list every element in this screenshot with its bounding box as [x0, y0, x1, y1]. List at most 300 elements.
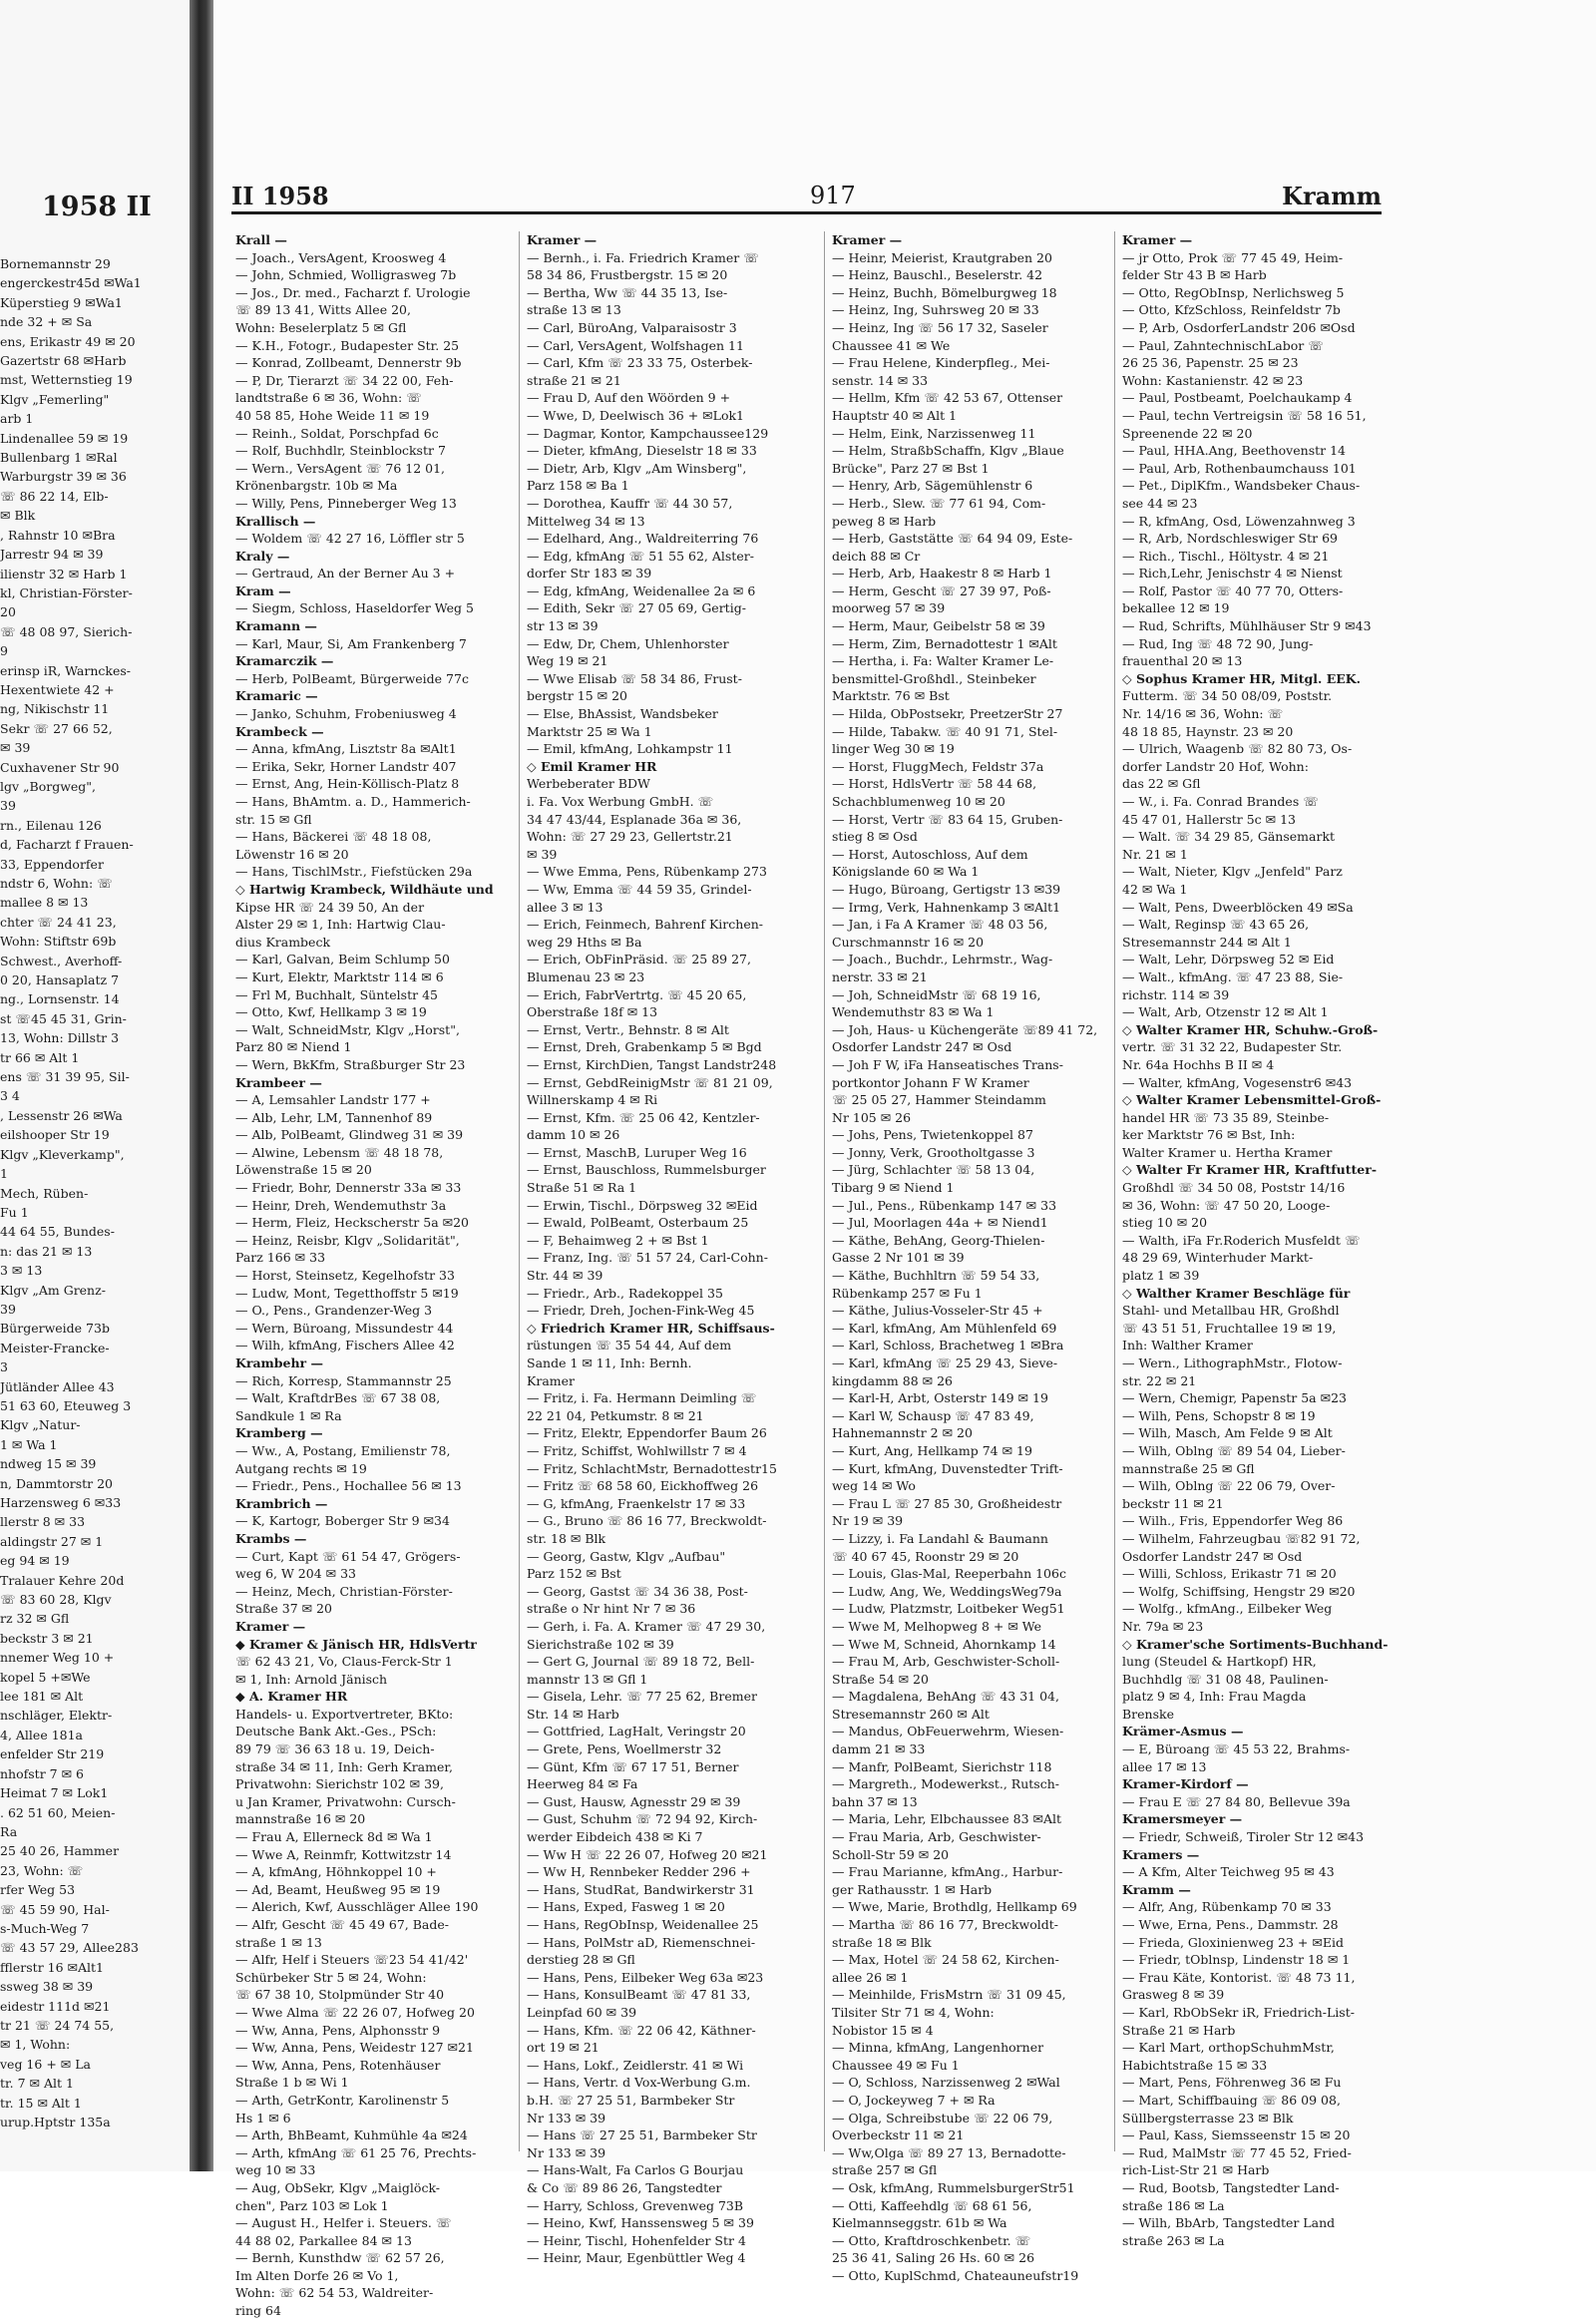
directory-entry-line: — Dorothea, Kauffr ☏ 44 30 57,: [527, 495, 733, 511]
directory-entry-line: — Hans ☏ 27 25 51, Barmbeker Str: [527, 2127, 757, 2143]
directory-entry-line: — Frau L ☏ 27 85 30, Großheidestr: [832, 1495, 1062, 1511]
directory-entry-line: — Rud, Bootsb, Tangstedter Land-: [1122, 2179, 1340, 2195]
directory-entry-line: — Georg, Gastw, Klgv „Aufbau": [527, 1548, 726, 1564]
directory-entry-line: ring 64: [235, 2303, 281, 2319]
facing-page-line: rn., Eilenau 126: [0, 817, 102, 833]
directory-entry-line: Chaussee 49 ✉ Fu 1: [832, 2057, 960, 2073]
facing-page-line: veg 16 + ✉ La: [0, 2056, 91, 2072]
directory-entry-line: — Gust, Hausw, Agnesstr 29 ✉ 39: [527, 1793, 741, 1809]
directory-entry-line: Straße 21 ✉ Harb: [1122, 2022, 1236, 2038]
directory-entry-line: — Ad, Beamt, Heußweg 95 ✉ 19: [235, 1881, 441, 1897]
directory-entry-line: ◇ Walter Kramer HR, Schuhw.-Groß-: [1122, 1021, 1379, 1037]
directory-entry-line: — Hans, Kfm. ☏ 22 06 42, Käthner-: [527, 2022, 756, 2038]
directory-entry-line: see 44 ✉ 23: [1122, 495, 1198, 511]
directory-entry-line: Heerweg 84 ✉ Fa: [527, 1776, 638, 1792]
directory-entry-line: — jr Otto, Prok ☏ 77 45 49, Heim-: [1122, 249, 1344, 265]
directory-entry-line: — Jan, i Fa A Kramer ☏ 48 03 56,: [832, 917, 1048, 933]
directory-entry-line: — Rolf, Pastor ☏ 40 77 70, Otters-: [1122, 582, 1344, 598]
directory-entry-line: — Erich, FabrVertrtg. ☏ 45 20 65,: [527, 986, 747, 1002]
directory-entry-line: Nr 19 ✉ 39: [832, 1513, 904, 1529]
directory-entry-line: — Horst, Steinsetz, Kegelhofstr 33: [235, 1268, 455, 1284]
facing-page-line: mst, Wetternstieg 19: [0, 372, 133, 388]
directory-entry-line: Krambehr —: [235, 1355, 323, 1370]
directory-entry-line: — Karl W, Schausp ☏ 47 83 49,: [832, 1407, 1034, 1423]
directory-entry-line: — Alb, PolBeamt, Glindweg 31 ✉ 39: [235, 1127, 464, 1143]
directory-entry-line: 48 18 85, Haynstr. 23 ✉ 20: [1122, 723, 1294, 739]
directory-entry-line: — Joh, Haus- u Küchengeräte ☏89 41 72,: [832, 1021, 1098, 1037]
directory-entry-line: portkontor Johann F W Kramer: [832, 1074, 1029, 1090]
facing-page-line: nhofstr 7 ✉ 6: [0, 1765, 84, 1781]
directory-entry-line: frauenthal 20 ✉ 13: [1122, 653, 1243, 669]
directory-entry-line: — Heinz, Ing, Suhrsweg 20 ✉ 33: [832, 302, 1039, 318]
directory-entry-line: Curschmannstr 16 ✉ 20: [832, 934, 985, 950]
directory-entry-line: — Carl, BüroAng, Valparaisostr 3: [527, 319, 737, 335]
facing-page-line: 1: [0, 1166, 8, 1182]
directory-entry-line: — Hans, StudRat, Bandwirkerstr 31: [527, 1881, 755, 1897]
directory-entry-line: — Otto, Kraftdroschkenbetr. ☏: [832, 2232, 1031, 2248]
directory-entry-line: — Ww,Olga ☏ 89 27 13, Bernadotte-: [832, 2144, 1066, 2160]
running-head-year: II 1958: [231, 182, 329, 210]
facing-page-line: ens, Erikastr 49 ✉ 20: [0, 333, 136, 349]
directory-entry-line: — Martha ☏ 86 16 77, Breckwoldt-: [832, 1917, 1059, 1932]
directory-entry-line: — Hans, Bäckerei ☏ 48 18 08,: [235, 829, 432, 845]
facing-page-line: tr 21 ☏ 24 74 55,: [0, 2017, 115, 2033]
directory-entry-line: — Heinz, Bauschl., Beselerstr. 42: [832, 267, 1043, 283]
directory-entry-line: — Karl-H, Arbt, Osterstr 149 ✉ 19: [832, 1390, 1048, 1406]
directory-entry-line: — Rich, Korresp, Stammannstr 25: [235, 1372, 452, 1388]
directory-entry-line: allee 3 ✉ 13: [527, 899, 603, 915]
facing-page-line: aldingstr 27 ✉ 1: [0, 1533, 104, 1549]
directory-entry-line: — Meinhilde, FrisMstrn ☏ 31 09 45,: [832, 1987, 1066, 2003]
directory-entry-line: — Ernst, Dreh, Grabenkamp 5 ✉ Bgd: [527, 1039, 762, 1055]
directory-entry-line: straße 186 ✉ La: [1122, 2197, 1225, 2213]
directory-entry-line: nerstr. 33 ✉ 21: [832, 968, 928, 984]
directory-entry-line: 34 47 43/44, Esplanade 36a ✉ 36,: [527, 811, 742, 827]
facing-page-line: ng, Nikischstr 11: [0, 701, 110, 717]
directory-entry-line: — Ww H, Rennbeker Redder 296 +: [527, 1864, 751, 1880]
facing-page-line: kopel 5 +✉We: [0, 1669, 91, 1685]
directory-entry-line: — Johs, Pens, Twietenkoppel 87: [832, 1127, 1033, 1143]
directory-entry-line: — Herb, PolBeamt, Bürgerweide 77c: [235, 670, 469, 686]
directory-entry-line: — Karl, kfmAng, Am Mühlenfeld 69: [832, 1320, 1057, 1336]
directory-entry-line: Wendemuthstr 83 ✉ Wa 1: [832, 1004, 995, 1020]
directory-entry-line: — Kurt, Ang, Hellkamp 74 ✉ 19: [832, 1442, 1032, 1458]
directory-entry-line: Wohn: Kastanienstr. 42 ✉ 23: [1122, 372, 1304, 388]
directory-entry-line: — Wilh, BbArb, Tangstedter Land: [1122, 2215, 1336, 2231]
directory-entry-line: — E, Büroang ☏ 45 53 22, Brahms-: [1122, 1741, 1351, 1757]
directory-entry-line: — Pet., DiplKfm., Wandsbeker Chaus-: [1122, 478, 1361, 494]
directory-entry-line: stieg 10 ✉ 20: [1122, 1215, 1208, 1231]
directory-entry-line: — Rud, Ing ☏ 48 72 90, Jung-: [1122, 635, 1314, 651]
directory-entry-line: Kramberg —: [235, 1425, 323, 1441]
facing-page-line: Meister-Francke-: [0, 1340, 110, 1355]
directory-entry-line: damm 10 ✉ 26: [527, 1127, 620, 1143]
directory-entry-line: Grasweg 8 ✉ 39: [1122, 1987, 1225, 2003]
directory-entry-line: Kielmannseggstr. 61b ✉ Wa: [832, 2215, 1007, 2231]
directory-entry-line: — Ewald, PolBeamt, Osterbaum 25: [527, 1215, 749, 1231]
facing-page-line: urup.Hptstr 135a: [0, 2115, 111, 2129]
directory-entry-line: — Friedr, Bohr, Dennerstr 33a ✉ 33: [235, 1180, 462, 1196]
directory-entry-line: — Grete, Pens, Woellmerstr 32: [527, 1741, 722, 1757]
directory-entry-line: landtstraße 6 ✉ 36, Wohn: ☏: [235, 390, 422, 406]
directory-entry-line: Parz 80 ✉ Niend 1: [235, 1039, 352, 1055]
directory-entry-line: — Helm, Eink, Narzissenweg 11: [832, 425, 1036, 441]
directory-entry-line: — Herm, Maur, Geibelstr 58 ✉ 39: [832, 618, 1045, 634]
column-rule: [1114, 231, 1115, 2151]
facing-page-line: arb 1: [0, 411, 34, 427]
facing-page-line: , Rahnstr 10 ✉Bra: [0, 527, 116, 543]
directory-entry-line: linger Weg 30 ✉ 19: [832, 741, 955, 757]
column-rule: [824, 231, 825, 2151]
facing-page-line: 25 40 26, Hammer: [0, 1843, 120, 1859]
directory-entry-line: — Magdalena, BehAng ☏ 43 31 04,: [832, 1689, 1059, 1705]
facing-page-line: lgv „Borgweg",: [0, 778, 97, 794]
directory-entry-line: — W., i. Fa. Conrad Brandes ☏: [1122, 794, 1319, 809]
facing-page-line: llerstr 8 ✉ 33: [0, 1514, 86, 1530]
directory-entry-line: — R, Arb, Nordschleswiger Str 69: [1122, 531, 1338, 547]
directory-entry-line: 89 79 ☏ 36 63 18 u. 19, Deich-: [235, 1741, 435, 1757]
directory-entry-line: — Irmg, Verk, Hahnenkamp 3 ✉Alt1: [832, 899, 1061, 915]
facing-page-fragment: [0, 0, 190, 2171]
facing-page-header: 1958 II: [42, 192, 152, 222]
directory-entry-line: — Frl M, Buchhalt, Süntelstr 45: [235, 986, 438, 1002]
directory-entry-line: ger Rathausstr. 1 ✉ Harb: [832, 1881, 993, 1897]
directory-entry-line: — Ernst, MaschB, Luruper Weg 16: [527, 1144, 747, 1160]
directory-entry-line: dorfer Str 183 ✉ 39: [527, 566, 652, 581]
directory-entry-line: Werbeberater BDW: [527, 776, 650, 792]
directory-column-1: [235, 231, 510, 2319]
directory-entry-line: ☏ 25 05 27, Hammer Steindamm: [832, 1092, 1046, 1108]
directory-entry-line: Löwenstraße 15 ✉ 20: [235, 1162, 372, 1178]
directory-entry-line: — Anna, kfmAng, Lisztstr 8a ✉Alt1: [235, 741, 457, 757]
directory-entry-line: — Kurt, Elektr, Marktstr 114 ✉ 6: [235, 968, 444, 984]
directory-entry-line: — Ludw, Mont, Tegetthoffstr 5 ✉19: [235, 1285, 459, 1301]
directory-entry-line: Nr. 21 ✉ 1: [1122, 846, 1188, 862]
directory-entry-line: 45 47 01, Hallerstr 5c ✉ 13: [1122, 811, 1296, 827]
directory-entry-line: — Otto, KfzSchloss, Reinfeldstr 7b: [1122, 302, 1341, 318]
directory-entry-line: allee 17 ✉ 13: [1122, 1758, 1207, 1774]
directory-entry-line: Straße 1 b ✉ Wi 1: [235, 2075, 349, 2091]
facing-page-line: Tralauer Kehre 20d: [0, 1572, 125, 1588]
directory-entry-line: — Hertha, i. Fa: Walter Kramer Le-: [832, 653, 1054, 669]
directory-entry-line: — Fritz, i. Fa. Hermann Deimling ☏: [527, 1390, 757, 1406]
directory-entry-line: Nr 133 ✉ 39: [527, 2110, 606, 2126]
directory-entry-line: — Jos., Dr. med., Facharzt f. Urologie: [235, 284, 471, 300]
directory-entry-line: — Gisela, Lehr. ☏ 77 25 62, Bremer: [527, 1689, 757, 1705]
directory-entry-line: Sande 1 ✉ 11, Inh: Bernh.: [527, 1355, 692, 1370]
directory-entry-line: — Hans, KonsulBeamt ☏ 47 81 33,: [527, 1987, 751, 2003]
directory-entry-line: — Wilh, kfmAng, Fischers Allee 42: [235, 1338, 455, 1353]
directory-entry-line: Kramarczik —: [235, 653, 334, 669]
directory-entry-line: 44 88 02, Parkallee 84 ✉ 13: [235, 2232, 412, 2248]
facing-page-line: fflerstr 16 ✉Alt1: [0, 1959, 104, 1975]
directory-entry-line: — Joach., VersAgent, Kroosweg 4: [235, 249, 447, 265]
directory-entry-line: — Hans, Pens, Eilbeker Weg 63a ✉23: [527, 1969, 764, 1985]
facing-page-line: ☏ 43 57 29, Allee283: [0, 1940, 139, 1956]
directory-entry-line: — Ulrich, Waagenb ☏ 82 80 73, Os-: [1122, 741, 1353, 757]
directory-entry-line: — Walt., kfmAng. ☏ 47 23 88, Sie-: [1122, 968, 1344, 984]
directory-entry-line: bahn 37 ✉ 13: [832, 1793, 918, 1809]
directory-entry-line: felder Str 43 B ✉ Harb: [1122, 267, 1267, 283]
directory-entry-line: — Walt, KraftdrBes ☏ 67 38 08,: [235, 1390, 441, 1406]
facing-page-line: 33, Eppendorfer: [0, 856, 104, 872]
directory-entry-line: bensmittel-Großhdl., Steinbeker: [832, 670, 1036, 686]
directory-entry-line: — Herm, Gescht ☏ 27 39 97, Poß-: [832, 582, 1051, 598]
facing-page-line: ilienstr 32 ✉ Harb 1: [0, 566, 128, 581]
directory-entry-line: ◇ Friedrich Kramer HR, Schiffsaus-: [527, 1320, 775, 1336]
directory-entry-line: ◆ Kramer & Jänisch HR, HdlsVertr: [235, 1636, 477, 1652]
facing-page-line: ndstr 6, Wohn: ☏: [0, 876, 113, 891]
directory-entry-line: dius Krambeck: [235, 934, 331, 950]
directory-entry-line: — Hans, RegObInsp, Weidenallee 25: [527, 1917, 759, 1932]
directory-entry-line: senstr. 14 ✉ 33: [832, 372, 929, 388]
facing-page-line: eidestr 111d ✉21: [0, 1998, 111, 2014]
directory-entry-line: — Gust, Schuhm ☏ 72 94 92, Kirch-: [527, 1811, 758, 1827]
directory-entry-line: — Osk, kfmAng, RummelsburgerStr51: [832, 2179, 1075, 2195]
directory-entry-line: — Rud, Schrifts, Mühlhäuser Str 9 ✉43: [1122, 618, 1372, 634]
directory-entry-line: — Hilde, Tabakw. ☏ 40 91 71, Stel-: [832, 723, 1058, 739]
directory-entry-line: — Rolf, Buchhdlr, Steinblockstr 7: [235, 443, 446, 459]
directory-entry-line: — Käthe, BehAng, Georg-Thielen-: [832, 1232, 1045, 1248]
directory-entry-line: — A, kfmAng, Höhnkoppel 10 +: [235, 1864, 437, 1880]
directory-entry-line: 26 25 36, Papenstr. 25 ✉ 23: [1122, 355, 1299, 371]
facing-page-line: Hexentwiete 42 +: [0, 681, 115, 697]
directory-entry-line: — Karl, Maur, Si, Am Frankenberg 7: [235, 635, 467, 651]
directory-entry-line: — Heinr, Tischl, Hohenfelder Str 4: [527, 2232, 746, 2248]
facing-page-line: ng., Lornsenstr. 14: [0, 991, 120, 1007]
directory-entry-line: Kram —: [235, 582, 291, 598]
directory-entry-line: ◇ Walther Kramer Beschläge für: [1122, 1285, 1351, 1301]
directory-entry-line: — Konrad, Zollbeamt, Dennerstr 9b: [235, 355, 462, 371]
facing-page-line: tr. 7 ✉ Alt 1: [0, 2076, 74, 2092]
directory-entry-line: — Alfr, Helf i Steuers ☏23 54 41/42': [235, 1952, 469, 1968]
running-head: [231, 182, 1382, 214]
directory-entry-line: — Harry, Schloss, Grevenweg 73B: [527, 2197, 744, 2213]
facing-page-line: 20: [0, 604, 16, 620]
directory-entry-line: werder Eibdeich 438 ✉ Ki 7: [527, 1829, 703, 1845]
directory-entry-line: — Helm, StraßbSchaffn, Klgv „Blaue: [832, 443, 1064, 459]
directory-entry-line: Krämer-Asmus —: [1122, 1724, 1244, 1740]
directory-entry-line: — Hans, PolMstr aD, Riemenschnei-: [527, 1934, 756, 1950]
directory-entry-line: — Walt, Arb, Otzenstr 12 ✉ Alt 1: [1122, 1004, 1329, 1020]
directory-entry-line: Inh: Walther Kramer: [1122, 1338, 1253, 1353]
directory-entry-line: — Walt. ☏ 34 29 85, Gänsemarkt: [1122, 829, 1336, 845]
directory-entry-line: ◇ Emil Kramer HR: [527, 758, 657, 774]
directory-entry-line: — O, Jockeyweg 7 + ✉ Ra: [832, 2092, 996, 2108]
directory-entry-line: — Woldem ☏ 42 27 16, Löffler str 5: [235, 531, 465, 547]
directory-entry-line: — Wern., VersAgent ☏ 76 12 01,: [235, 460, 446, 476]
directory-entry-line: Str. 14 ✉ Harb: [527, 1706, 619, 1722]
directory-entry-line: 40 58 85, Hohe Weide 11 ✉ 19: [235, 407, 430, 423]
directory-entry-line: — Horst, Autoschloss, Auf dem: [832, 846, 1028, 862]
facing-page-line: ☏ 83 60 28, Klgv: [0, 1592, 112, 1608]
directory-entry-line: — Gertraud, An der Berner Au 3 +: [235, 566, 456, 581]
directory-entry-line: — Horst, HdlsVertr ☏ 58 44 68,: [832, 776, 1037, 792]
facing-page-line: nnemer Weg 10 +: [0, 1650, 115, 1666]
directory-entry-line: — Friedr, Dreh, Jochen-Fink-Weg 45: [527, 1303, 755, 1319]
directory-entry-line: — K, Kartogr, Boberger Str 9 ✉34: [235, 1513, 450, 1529]
directory-entry-line: Autgang rechts ✉ 19: [235, 1460, 367, 1476]
directory-entry-line: — Walt, Pens, Dweerblöcken 49 ✉Sa: [1122, 899, 1354, 915]
directory-entry-line: — Ernst, KirchDien, Tangst Landstr248: [527, 1056, 777, 1072]
facing-page-line: chter ☏ 24 41 23,: [0, 914, 117, 930]
directory-entry-line: — Herb, Arb, Haakestr 8 ✉ Harb 1: [832, 566, 1052, 581]
facing-page-line: Sekr ☏ 27 66 52,: [0, 720, 113, 736]
directory-entry-line: — Hans-Walt, Fa Carlos G Bourjau: [527, 2162, 744, 2178]
directory-entry-line: deich 88 ✉ Cr: [832, 548, 921, 564]
directory-entry-line: — Walt, SchneidMstr, Klgv „Horst",: [235, 1021, 460, 1037]
directory-entry-line: — Ludw, Ang, We, WeddingsWeg79a: [832, 1583, 1062, 1599]
directory-entry-line: — Friedr., Pens., Hochallee 56 ✉ 13: [235, 1478, 462, 1494]
directory-entry-line: — Ernst, GebdReinigMstr ☏ 81 21 09,: [527, 1074, 773, 1090]
directory-entry-line: — Edg, kfmAng ☏ 51 55 62, Alster-: [527, 548, 754, 564]
directory-entry-line: Osdorfer Landstr 247 ✉ Osd: [832, 1039, 1012, 1055]
directory-entry-line: — Karl, kfmAng ☏ 25 29 43, Sieve-: [832, 1355, 1058, 1370]
facing-page-line: enfelder Str 219: [0, 1746, 105, 1762]
directory-entry-line: — Wern., LithographMstr., Flotow-: [1122, 1355, 1343, 1370]
directory-entry-line: ☏ 67 38 10, Stolpmünder Str 40: [235, 1987, 445, 2003]
directory-entry-line: str. 15 ✉ Gfl: [235, 811, 312, 827]
facing-page-line: Bullenbarg 1 ✉Ral: [0, 450, 118, 466]
facing-page-line: Schwest., Averhoff-: [0, 953, 123, 968]
directory-entry-line: Rübenkamp 257 ✉ Fu 1: [832, 1285, 983, 1301]
directory-entry-line: — Olga, Schreibstube ☏ 22 06 79,: [832, 2110, 1053, 2126]
directory-entry-line: — Rud, MalMstr ☏ 77 45 52, Fried-: [1122, 2144, 1352, 2160]
facing-page-line: 0 20, Hansaplatz 7: [0, 972, 120, 988]
directory-entry-line: Marktstr 25 ✉ Wa 1: [527, 723, 652, 739]
directory-entry-line: — Paul, Kass, Siemsseenstr 15 ✉ 20: [1122, 2127, 1351, 2143]
directory-entry-line: Wohn: ☏ 62 54 53, Waldreiter-: [235, 2285, 434, 2301]
directory-entry-line: kingdamm 88 ✉ 26: [832, 1372, 953, 1388]
directory-entry-line: — K.H., Fotogr., Budapester Str. 25: [235, 337, 460, 353]
directory-entry-line: — Ww, Emma ☏ 44 59 35, Grindel-: [527, 881, 752, 897]
directory-entry-line: — Karl, RbObSekr iR, Friedrich-List-: [1122, 2004, 1355, 2020]
facing-page-line: ☏ 86 22 14, Elb-: [0, 488, 109, 504]
facing-page-line: mallee 8 ✉ 13: [0, 895, 89, 911]
directory-entry-line: dorfer Landstr 20 Hof, Wohn:: [1122, 758, 1309, 774]
directory-entry-line: — Wwe Emma, Pens, Rübenkamp 273: [527, 864, 767, 880]
directory-entry-line: i. Fa. Vox Werbung GmbH. ☏: [527, 794, 714, 809]
directory-entry-line: — Erich, Feinmech, Bahrenf Kirchen-: [527, 917, 763, 933]
directory-entry-line: — Reinh., Soldat, Porschpfad 6c: [235, 425, 439, 441]
directory-entry-line: — Arth, kfmAng ☏ 61 25 76, Prechts-: [235, 2144, 477, 2160]
directory-entry-line: Kramer-Kirdorf —: [1122, 1776, 1249, 1792]
directory-entry-line: — Heinr, Meierist, Krautgraben 20: [832, 249, 1052, 265]
directory-entry-line: — G., Bruno ☏ 86 16 77, Breckwoldt-: [527, 1513, 767, 1529]
directory-entry-line: 22 21 04, Petkumstr. 8 ✉ 21: [527, 1407, 704, 1423]
directory-entry-line: peweg 8 ✉ Harb: [832, 513, 937, 529]
directory-entry-line: Futterm. ☏ 34 50 08/09, Poststr.: [1122, 688, 1333, 704]
facing-page-line: 13, Wohn: Dillstr 3: [0, 1030, 120, 1046]
directory-entry-line: — Wwe Elisab ☏ 58 34 86, Frust-: [527, 670, 742, 686]
directory-entry-line: Krambeer —: [235, 1074, 322, 1090]
directory-entry-line: — Wilhelm, Fahrzeugbau ☏82 91 72,: [1122, 1530, 1361, 1546]
directory-entry-line: ◇ Kramer'sche Sortiments-Buchhand-: [1122, 1636, 1389, 1652]
directory-entry-line: vertr. ☏ 31 32 22, Budapester Str.: [1122, 1039, 1343, 1055]
directory-entry-line: Nobistor 15 ✉ 4: [832, 2022, 934, 2038]
directory-entry-line: — Horst, Vertr ☏ 83 64 15, Gruben-: [832, 811, 1063, 827]
directory-column-3: [832, 231, 1106, 2283]
directory-entry-line: stieg 8 ✉ Osd: [832, 829, 918, 845]
directory-entry-line: — O., Pens., Grandenzer-Weg 3: [235, 1303, 433, 1319]
directory-entry-line: — August H., Helfer i. Steuers. ☏: [235, 2215, 452, 2231]
directory-entry-line: — Hans, Exped, Fasweg 1 ✉ 20: [527, 1899, 725, 1915]
directory-entry-line: — Wwe M, Schneid, Ahornkamp 14: [832, 1636, 1056, 1652]
facing-page-line: 3 4: [0, 1088, 20, 1104]
directory-entry-line: — Walt, Lehr, Dörpsweg 52 ✉ Eid: [1122, 952, 1335, 967]
facing-page-line: 23, Wohn: ☏: [0, 1862, 84, 1878]
directory-entry-line: straße 1 ✉ 13: [235, 1934, 322, 1950]
directory-entry-line: — Maria, Lehr, Elbchaussee 83 ✉Alt: [832, 1811, 1062, 1827]
directory-entry-line: ◇ Walter Fr Kramer HR, Kraftfutter-: [1122, 1162, 1378, 1178]
directory-entry-line: — Karl Mart, orthopSchuhmMstr,: [1122, 2040, 1335, 2056]
facing-page-line: Bürgerweide 73b: [0, 1321, 110, 1337]
directory-entry-line: — Frau A, Ellerneck 8d ✉ Wa 1: [235, 1829, 433, 1845]
directory-entry-line: — Paul, Arb, Rothenbaumchauss 101: [1122, 460, 1357, 476]
directory-entry-line: ✉ 39: [527, 846, 558, 862]
directory-entry-line: Mittelweg 34 ✉ 13: [527, 513, 645, 529]
directory-entry-line: — Alerich, Kwf, Ausschläger Allee 190: [235, 1899, 479, 1915]
directory-entry-line: Parz 166 ✉ 33: [235, 1250, 326, 1266]
facing-page-line: nschläger, Elektr-: [0, 1708, 113, 1724]
directory-entry-line: — Wwe, D, Deelwisch 36 + ✉Lok1: [527, 407, 744, 423]
directory-entry-line: Nr. 64a Hochhs B II ✉ 4: [1122, 1056, 1275, 1072]
directory-entry-line: — Ww H ☏ 22 26 07, Hofweg 20 ✉21: [527, 1846, 768, 1862]
directory-entry-line: — Fritz, Schiffst, Wohlwillstr 7 ✉ 4: [527, 1442, 747, 1458]
facing-page-line: Klgv „Kleverkamp",: [0, 1146, 125, 1162]
facing-page-line: 3 ✉ 13: [0, 1263, 43, 1279]
directory-entry-line: str 13 ✉ 39: [527, 618, 598, 634]
facing-page-line: Wohn: Stiftstr 69b: [0, 934, 117, 950]
directory-entry-line: — Heinz, Ing ☏ 56 17 32, Saseler: [832, 319, 1048, 335]
directory-entry-line: ◇ Sophus Kramer HR, Mitgl. EEK.: [1122, 670, 1362, 686]
facing-page-line: ndweg 15 ✉ 39: [0, 1456, 97, 1472]
directory-entry-line: — Walth, iFa Fr.Roderich Musfeldt ☏: [1122, 1232, 1361, 1248]
facing-page-line: 44 64 55, Bundes-: [0, 1224, 115, 1240]
directory-entry-line: Krambs —: [235, 1530, 307, 1546]
directory-entry-line: — Hugo, Büroang, Gertigstr 13 ✉39: [832, 881, 1061, 897]
directory-entry-line: — Dietr, Arb, Klgv „Am Winsberg",: [527, 460, 747, 476]
directory-entry-line: — A, Lemsahler Landstr 177 +: [235, 1092, 431, 1108]
facing-page-line: ens ☏ 31 39 95, Sil-: [0, 1069, 130, 1085]
directory-entry-line: — Joh F W, iFa Hanseatisches Trans-: [832, 1056, 1063, 1072]
facing-page-line: . 62 51 60, Meien-: [0, 1804, 116, 1820]
directory-entry-line: derstieg 28 ✉ Gfl: [527, 1952, 635, 1968]
directory-entry-line: — Ww., A, Postang, Emilienstr 78,: [235, 1442, 451, 1458]
directory-entry-line: — Edelhard, Ang., Waldreiterring 76: [527, 531, 759, 547]
directory-entry-line: Oberstraße 18f ✉ 13: [527, 1004, 658, 1020]
directory-entry-line: — Fritz, Elektr, Eppendorfer Baum 26: [527, 1425, 767, 1441]
directory-entry-line: 25 36 41, Saling 26 Hs. 60 ✉ 26: [832, 2250, 1035, 2266]
directory-entry-line: — Ludw, Platzmstr, Loitbeker Weg51: [832, 1601, 1065, 1617]
directory-entry-line: — Otti, Kaffeehdlg ☏ 68 61 56,: [832, 2197, 1032, 2213]
directory-entry-line: — Heinz, Reisbr, Klgv „Solidarität",: [235, 1232, 460, 1248]
directory-entry-line: Tilsiter Str 71 ✉ 4, Wohn:: [832, 2004, 995, 2020]
directory-entry-line: — Erika, Sekr, Horner Landstr 407: [235, 758, 457, 774]
directory-entry-line: — Ww, Anna, Pens, Rotenhäuser: [235, 2057, 441, 2073]
facing-page-line: Bornemannstr 29: [0, 256, 111, 271]
directory-entry-line: — Frau E ☏ 27 84 80, Bellevue 39a: [1122, 1793, 1351, 1809]
directory-entry-line: — Wwe M, Melhopweg 8 + ✉ We: [832, 1618, 1042, 1634]
directory-entry-line: Kramer —: [1122, 232, 1193, 247]
directory-entry-line: — Arth, BhBeamt, Kuhmühle 4a ✉24: [235, 2127, 468, 2143]
directory-entry-line: Chaussee 41 ✉ We: [832, 337, 951, 353]
directory-entry-line: ☏ 62 43 21, Vo, Claus-Ferck-Str 1: [235, 1654, 453, 1670]
directory-entry-line: — Jul, Moorlagen 44a + ✉ Niend1: [832, 1215, 1048, 1231]
directory-entry-line: ✉ 36, Wohn: ☏ 47 50 20, Looge-: [1122, 1197, 1331, 1213]
directory-entry-line: — Walt, Reginsp ☏ 43 65 26,: [1122, 917, 1310, 933]
directory-entry-line: — Paul, techn Vertreigsin ☏ 58 16 51,: [1122, 407, 1367, 423]
